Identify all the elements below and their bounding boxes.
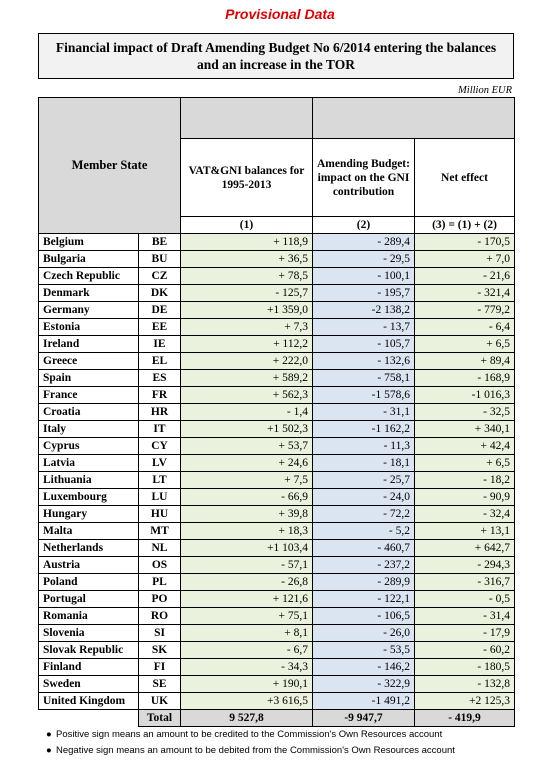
net-effect-value: - 18,2 xyxy=(415,472,515,489)
country-code: LU xyxy=(139,489,181,506)
bullet-icon: ● xyxy=(46,729,52,740)
amending-budget-value: - 105,7 xyxy=(313,336,415,353)
country-code: PO xyxy=(139,591,181,608)
net-effect-value: - 170,5 xyxy=(415,234,515,251)
net-effect-value: - 90,9 xyxy=(415,489,515,506)
total-label: Total xyxy=(139,710,181,727)
country-code: LT xyxy=(139,472,181,489)
vat-gni-value: + 78,5 xyxy=(181,268,313,285)
country-code: CY xyxy=(139,438,181,455)
provisional-banner: Provisional Data xyxy=(225,6,335,22)
total-vat: 9 527,8 xyxy=(181,710,313,727)
country-name: Estonia xyxy=(39,319,139,336)
country-code: FR xyxy=(139,387,181,404)
table-row xyxy=(39,319,515,336)
country-code: HR xyxy=(139,404,181,421)
member-state-header: Member State xyxy=(39,98,181,234)
table-title xyxy=(38,33,514,79)
vat-gni-value: + 39,8 xyxy=(181,506,313,523)
country-code: DE xyxy=(139,302,181,319)
net-effect-value: - 168,9 xyxy=(415,370,515,387)
table-row xyxy=(39,472,515,489)
net-effect-value: + 642,7 xyxy=(415,540,515,557)
amending-budget-value: - 26,0 xyxy=(313,625,415,642)
table-row xyxy=(39,523,515,540)
country-code: IT xyxy=(139,421,181,438)
table-row xyxy=(39,455,515,472)
footnote-text: Positive sign means an amount to be credited to the Commission's Own Resources account xyxy=(56,729,443,740)
amending-budget-value: - 289,4 xyxy=(313,234,415,251)
net-effect-value: - 32,5 xyxy=(415,404,515,421)
country-name: Belgium xyxy=(39,234,139,251)
total-net-effect: - 419,9 xyxy=(415,710,515,727)
bullet-icon: ● xyxy=(46,745,52,756)
amending-budget-value: - 195,7 xyxy=(313,285,415,302)
vat-gni-value: + 7,5 xyxy=(181,472,313,489)
country-name: Austria xyxy=(39,557,139,574)
amending-budget-value: - 11,3 xyxy=(313,438,415,455)
net-effect-header: Net effect xyxy=(415,139,515,217)
vat-gni-value: - 34,3 xyxy=(181,659,313,676)
amending-budget-value: - 13,7 xyxy=(313,319,415,336)
country-name: Slovak Republic xyxy=(39,642,139,659)
country-name: Denmark xyxy=(39,285,139,302)
table-row xyxy=(39,234,515,251)
table-row xyxy=(39,506,515,523)
country-code: RO xyxy=(139,608,181,625)
footnote-negative xyxy=(46,743,455,759)
total-row xyxy=(39,710,515,727)
country-code: SK xyxy=(139,642,181,659)
country-name: Czech Republic xyxy=(39,268,139,285)
table-row xyxy=(39,540,515,557)
country-code: LV xyxy=(139,455,181,472)
country-code: SE xyxy=(139,676,181,693)
amending-budget-value: - 5,2 xyxy=(313,523,415,540)
country-name: Ireland xyxy=(39,336,139,353)
country-name: Germany xyxy=(39,302,139,319)
vat-gni-value: +1 359,0 xyxy=(181,302,313,319)
vat-gni-value: + 24,6 xyxy=(181,455,313,472)
country-code: OS xyxy=(139,557,181,574)
country-name: United Kingdom xyxy=(39,693,139,710)
vat-gni-value: + 112,2 xyxy=(181,336,313,353)
net-effect-value: + 6,5 xyxy=(415,336,515,353)
country-code: CZ xyxy=(139,268,181,285)
net-effect-value: - 294,3 xyxy=(415,557,515,574)
vat-gni-value: + 36,5 xyxy=(181,251,313,268)
amending-budget-value: -2 138,2 xyxy=(313,302,415,319)
amending-budget-value: - 53,5 xyxy=(313,642,415,659)
table-row xyxy=(39,438,515,455)
country-code: BE xyxy=(139,234,181,251)
vat-gni-value: +1 502,3 xyxy=(181,421,313,438)
amending-budget-value: - 25,7 xyxy=(313,472,415,489)
country-code: IE xyxy=(139,336,181,353)
header-blank-cell xyxy=(313,98,515,139)
vat-gni-value: + 121,6 xyxy=(181,591,313,608)
table-row xyxy=(39,608,515,625)
amending-budget-header: Amending Budget: impact on the GNI contribution xyxy=(313,139,415,217)
vat-gni-value: + 75,1 xyxy=(181,608,313,625)
country-name: Greece xyxy=(39,353,139,370)
net-effect-value: - 6,4 xyxy=(415,319,515,336)
country-name: Bulgaria xyxy=(39,251,139,268)
amending-budget-value: - 18,1 xyxy=(313,455,415,472)
country-name: Malta xyxy=(39,523,139,540)
country-name: Lithuania xyxy=(39,472,139,489)
amending-budget-value: - 100,1 xyxy=(313,268,415,285)
net-effect-value: - 180,5 xyxy=(415,659,515,676)
table-row xyxy=(39,574,515,591)
vat-gni-value: - 26,8 xyxy=(181,574,313,591)
table-row xyxy=(39,251,515,268)
vat-gni-value: + 190,1 xyxy=(181,676,313,693)
net-effect-value: - 32,4 xyxy=(415,506,515,523)
amending-budget-value: -1 578,6 xyxy=(313,387,415,404)
table-row xyxy=(39,387,515,404)
country-name: Spain xyxy=(39,370,139,387)
net-effect-value: +2 125,3 xyxy=(415,693,515,710)
amending-budget-value: - 29,5 xyxy=(313,251,415,268)
vat-gni-value: - 125,7 xyxy=(181,285,313,302)
vat-gni-value: - 1,4 xyxy=(181,404,313,421)
country-name: Romania xyxy=(39,608,139,625)
country-name: Sweden xyxy=(39,676,139,693)
net-effect-value: + 42,4 xyxy=(415,438,515,455)
amending-budget-value: - 72,2 xyxy=(313,506,415,523)
vat-gni-value: +3 616,5 xyxy=(181,693,313,710)
net-effect-value: + 89,4 xyxy=(415,353,515,370)
table-row xyxy=(39,302,515,319)
table-row xyxy=(39,693,515,710)
col-number-1: (1) xyxy=(181,217,313,234)
vat-gni-value: + 589,2 xyxy=(181,370,313,387)
table-row xyxy=(39,370,515,387)
country-code: BU xyxy=(139,251,181,268)
vat-gni-value: + 222,0 xyxy=(181,353,313,370)
vat-gni-value: - 6,7 xyxy=(181,642,313,659)
total-blank-cell xyxy=(39,710,139,727)
table-row xyxy=(39,625,515,642)
footnotes xyxy=(46,727,455,759)
country-name: Portugal xyxy=(39,591,139,608)
table-row xyxy=(39,268,515,285)
vat-gni-value: - 57,1 xyxy=(181,557,313,574)
net-effect-value: - 60,2 xyxy=(415,642,515,659)
net-effect-value: + 13,1 xyxy=(415,523,515,540)
amending-budget-value: - 146,2 xyxy=(313,659,415,676)
amending-budget-value: - 106,5 xyxy=(313,608,415,625)
net-effect-value: - 31,4 xyxy=(415,608,515,625)
vat-gni-value: +1 103,4 xyxy=(181,540,313,557)
country-name: Luxembourg xyxy=(39,489,139,506)
net-effect-value: - 0,5 xyxy=(415,591,515,608)
table-row xyxy=(39,557,515,574)
country-name: Netherlands xyxy=(39,540,139,557)
net-effect-value: -1 016,3 xyxy=(415,387,515,404)
amending-budget-value: - 24,0 xyxy=(313,489,415,506)
amending-budget-value: - 132,6 xyxy=(313,353,415,370)
net-effect-value: - 316,7 xyxy=(415,574,515,591)
amending-budget-value: - 322,9 xyxy=(313,676,415,693)
amending-budget-value: - 31,1 xyxy=(313,404,415,421)
country-code: DK xyxy=(139,285,181,302)
title-line-1: Financial impact of Draft Amending Budget No 6/2014 entering the balances xyxy=(55,40,497,55)
table-row xyxy=(39,285,515,302)
col-number-2: (2) xyxy=(313,217,415,234)
vat-gni-value: + 8,1 xyxy=(181,625,313,642)
total-amending-budget: -9 947,7 xyxy=(313,710,415,727)
table-row xyxy=(39,353,515,370)
vat-gni-value: + 18,3 xyxy=(181,523,313,540)
title-line-2: and an increase in the TOR xyxy=(197,57,355,72)
amending-budget-value: - 758,1 xyxy=(313,370,415,387)
table-row xyxy=(39,642,515,659)
table-row xyxy=(39,336,515,353)
financial-impact-table xyxy=(38,97,515,727)
table-row xyxy=(39,676,515,693)
country-code: HU xyxy=(139,506,181,523)
table-row xyxy=(39,659,515,676)
country-name: Poland xyxy=(39,574,139,591)
amending-budget-value: - 122,1 xyxy=(313,591,415,608)
country-code: FI xyxy=(139,659,181,676)
table-row xyxy=(39,404,515,421)
net-effect-value: - 132,8 xyxy=(415,676,515,693)
country-code: EL xyxy=(139,353,181,370)
country-name: France xyxy=(39,387,139,404)
table-row xyxy=(39,591,515,608)
table-row xyxy=(39,421,515,438)
country-name: Cyprus xyxy=(39,438,139,455)
amending-budget-value: -1 491,2 xyxy=(313,693,415,710)
country-code: SI xyxy=(139,625,181,642)
vat-gni-value: + 118,9 xyxy=(181,234,313,251)
country-code: ES xyxy=(139,370,181,387)
country-name: Latvia xyxy=(39,455,139,472)
net-effect-value: - 17,9 xyxy=(415,625,515,642)
country-code: UK xyxy=(139,693,181,710)
vat-gni-header: VAT&GNI balances for 1995-2013 xyxy=(181,139,313,217)
country-code: PL xyxy=(139,574,181,591)
net-effect-value: - 321,4 xyxy=(415,285,515,302)
amending-budget-value: - 237,2 xyxy=(313,557,415,574)
country-name: Slovenia xyxy=(39,625,139,642)
amending-budget-value: -1 162,2 xyxy=(313,421,415,438)
net-effect-value: + 6,5 xyxy=(415,455,515,472)
country-name: Italy xyxy=(39,421,139,438)
footnote-text: Negative sign means an amount to be debited from the Commission's Own Resources account xyxy=(56,745,455,756)
col-number-3: (3) = (1) + (2) xyxy=(415,217,515,234)
footnote-positive xyxy=(46,727,455,743)
country-code: MT xyxy=(139,523,181,540)
country-code: EE xyxy=(139,319,181,336)
net-effect-value: + 7,0 xyxy=(415,251,515,268)
net-effect-value: - 779,2 xyxy=(415,302,515,319)
country-name: Finland xyxy=(39,659,139,676)
table-row xyxy=(39,489,515,506)
unit-label: Million EUR xyxy=(458,85,512,96)
amending-budget-value: - 460,7 xyxy=(313,540,415,557)
country-name: Croatia xyxy=(39,404,139,421)
country-name: Hungary xyxy=(39,506,139,523)
net-effect-value: - 21,6 xyxy=(415,268,515,285)
vat-gni-value: + 53,7 xyxy=(181,438,313,455)
net-effect-value: + 340,1 xyxy=(415,421,515,438)
header-blank-cell xyxy=(181,98,313,139)
country-code: NL xyxy=(139,540,181,557)
vat-gni-value: - 66,9 xyxy=(181,489,313,506)
vat-gni-value: + 562,3 xyxy=(181,387,313,404)
vat-gni-value: + 7,3 xyxy=(181,319,313,336)
amending-budget-value: - 289,9 xyxy=(313,574,415,591)
